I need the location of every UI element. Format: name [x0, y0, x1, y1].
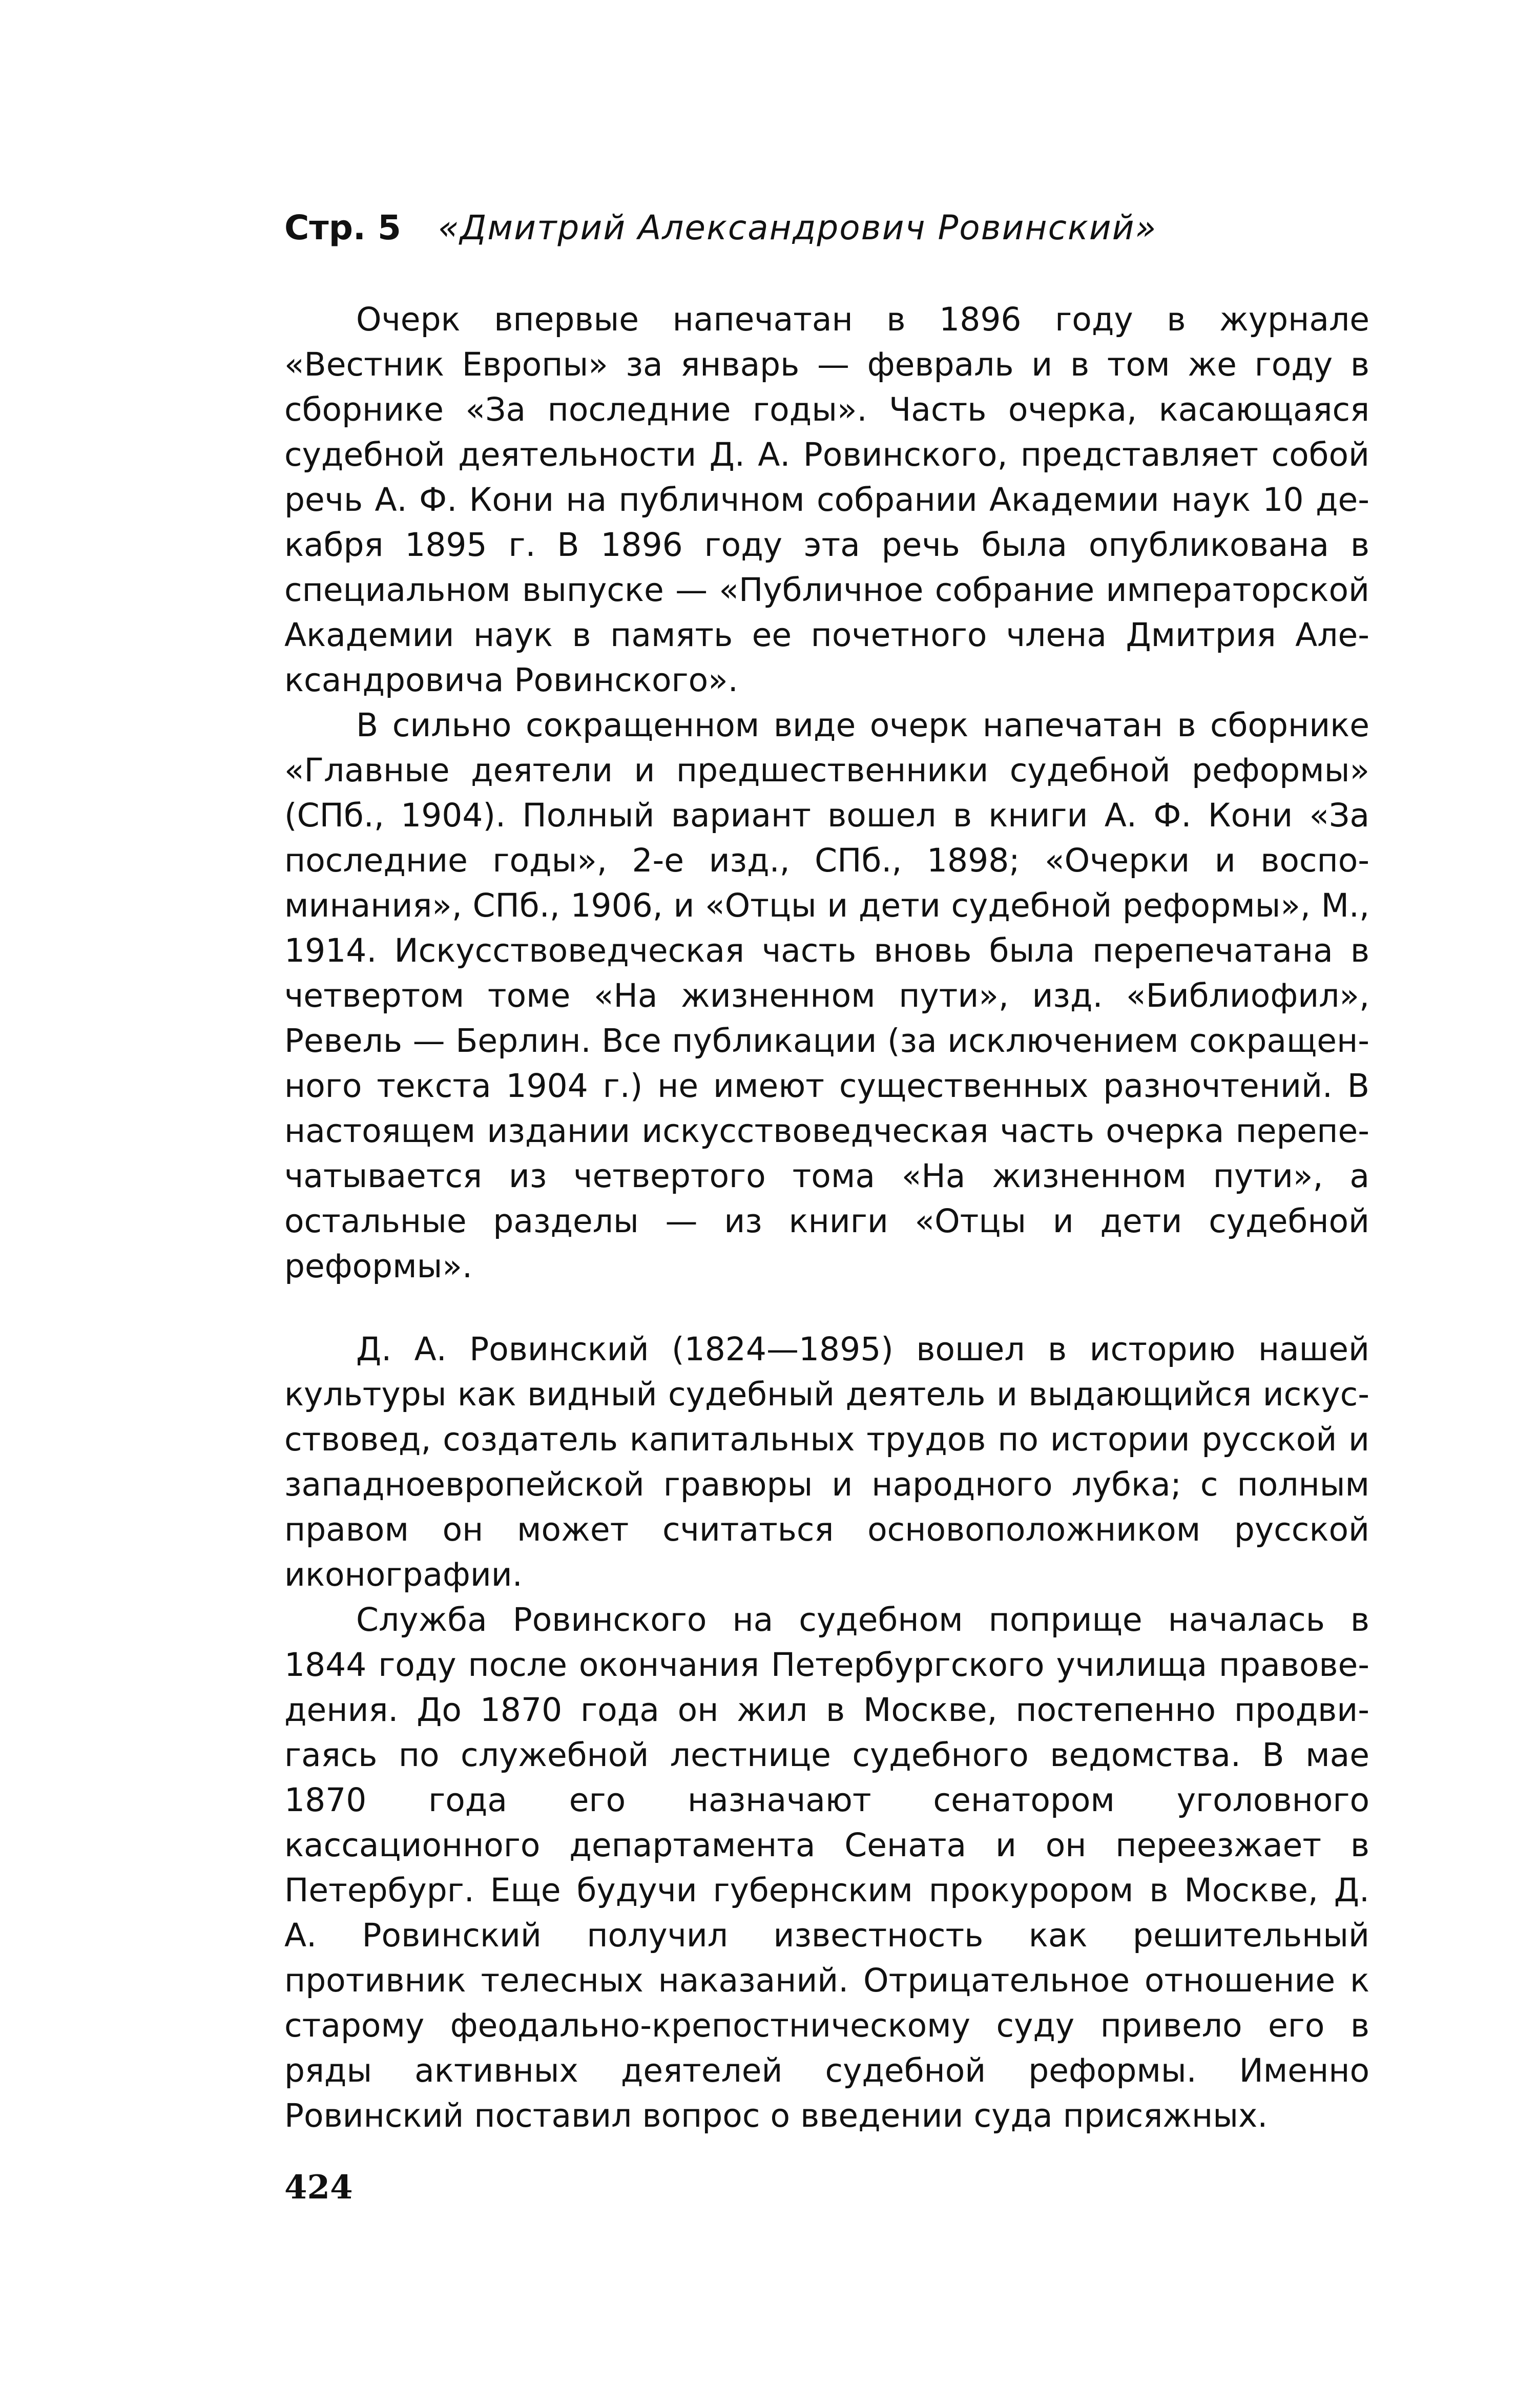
- page-reference: Стр. 5: [284, 208, 401, 247]
- commentary-text: [284, 1327, 1369, 2139]
- notes-paragraph-2: В сильно сокращенном виде очерк напечатан в сборнике «Главные деятели и предшественники судебной реформы» (СПб., 1904). Полный вариант вошел в книги А. Ф. Кони «За последние годы», 2-е изд., СПб., 1898; «Очерки и воспоминания», СПб., 1906, и «Отцы и дети судебной реформы», М., 1914. Искусствоведческая часть вновь была перепечатана в четвертом томе «На жизненном пути», изд. «Библиофил», Ревель — Берлин. Все публикации (за исключением сокращенного текста 1904 г.) не имеют существенных разночтений. В настоящем издании искусствоведческая часть очерка перепечатывается из четвертого тома «На жизненном пути», а остальные разделы — из книги «Отцы и дети судебной реформы».: [284, 707, 1369, 1285]
- commentary-paragraph-1: Д. А. Ровинский (1824—1895) вошел в историю нашей культуры как видный судебный деятель и выдающийся искусствовед, создатель капитальных трудов по истории русской и западноевропейской гравюры и народного лубка; с полным правом он может считаться основоположником русской иконографии.: [284, 1331, 1369, 1593]
- page-number: 424: [284, 2168, 353, 2207]
- notes-paragraph-1: Очерк впервые напечатан в 1896 году в журнале «Вестник Европы» за январь — февраль и в том же году в сборнике «За последние годы». Часть очерка, касающаяся судебной деятельности Д. А. Ровинского, представляет собой речь А. Ф. Кони на публичном собрании Академии наук 10 декабря 1895 г. В 1896 году эта речь была опубликована в специальном выпуске — «Публичное собрание императорской Академии наук в память ее почетного члена Дмитрия Александровича Ровинского».: [284, 301, 1369, 699]
- commentary-paragraph-2: Служба Ровинского на судебном поприще началась в 1844 году после окончания Петербургского училища правоведения. До 1870 года он жил в Москве, постепенно продвигаясь по служебной лестнице судебного ведомства. В мае 1870 года его назначают сенатором уголовного кассационного департамента Сената и он переезжает в Петербург. Еще будучи губернским прокурором в Москве, Д. А. Ровинский получил известность как решительный противник телесных наказаний. Отрицательное отношение к старому феодально-крепостническому суду привело его в ряды активных деятелей судебной реформы. Именно Ровинский поставил вопрос о введении суда присяжных.: [284, 1601, 1369, 2134]
- publication-notes: [284, 297, 1369, 1289]
- running-header: [284, 202, 1322, 254]
- header-title: «Дмитрий Александрович Ровинский»: [438, 208, 1157, 247]
